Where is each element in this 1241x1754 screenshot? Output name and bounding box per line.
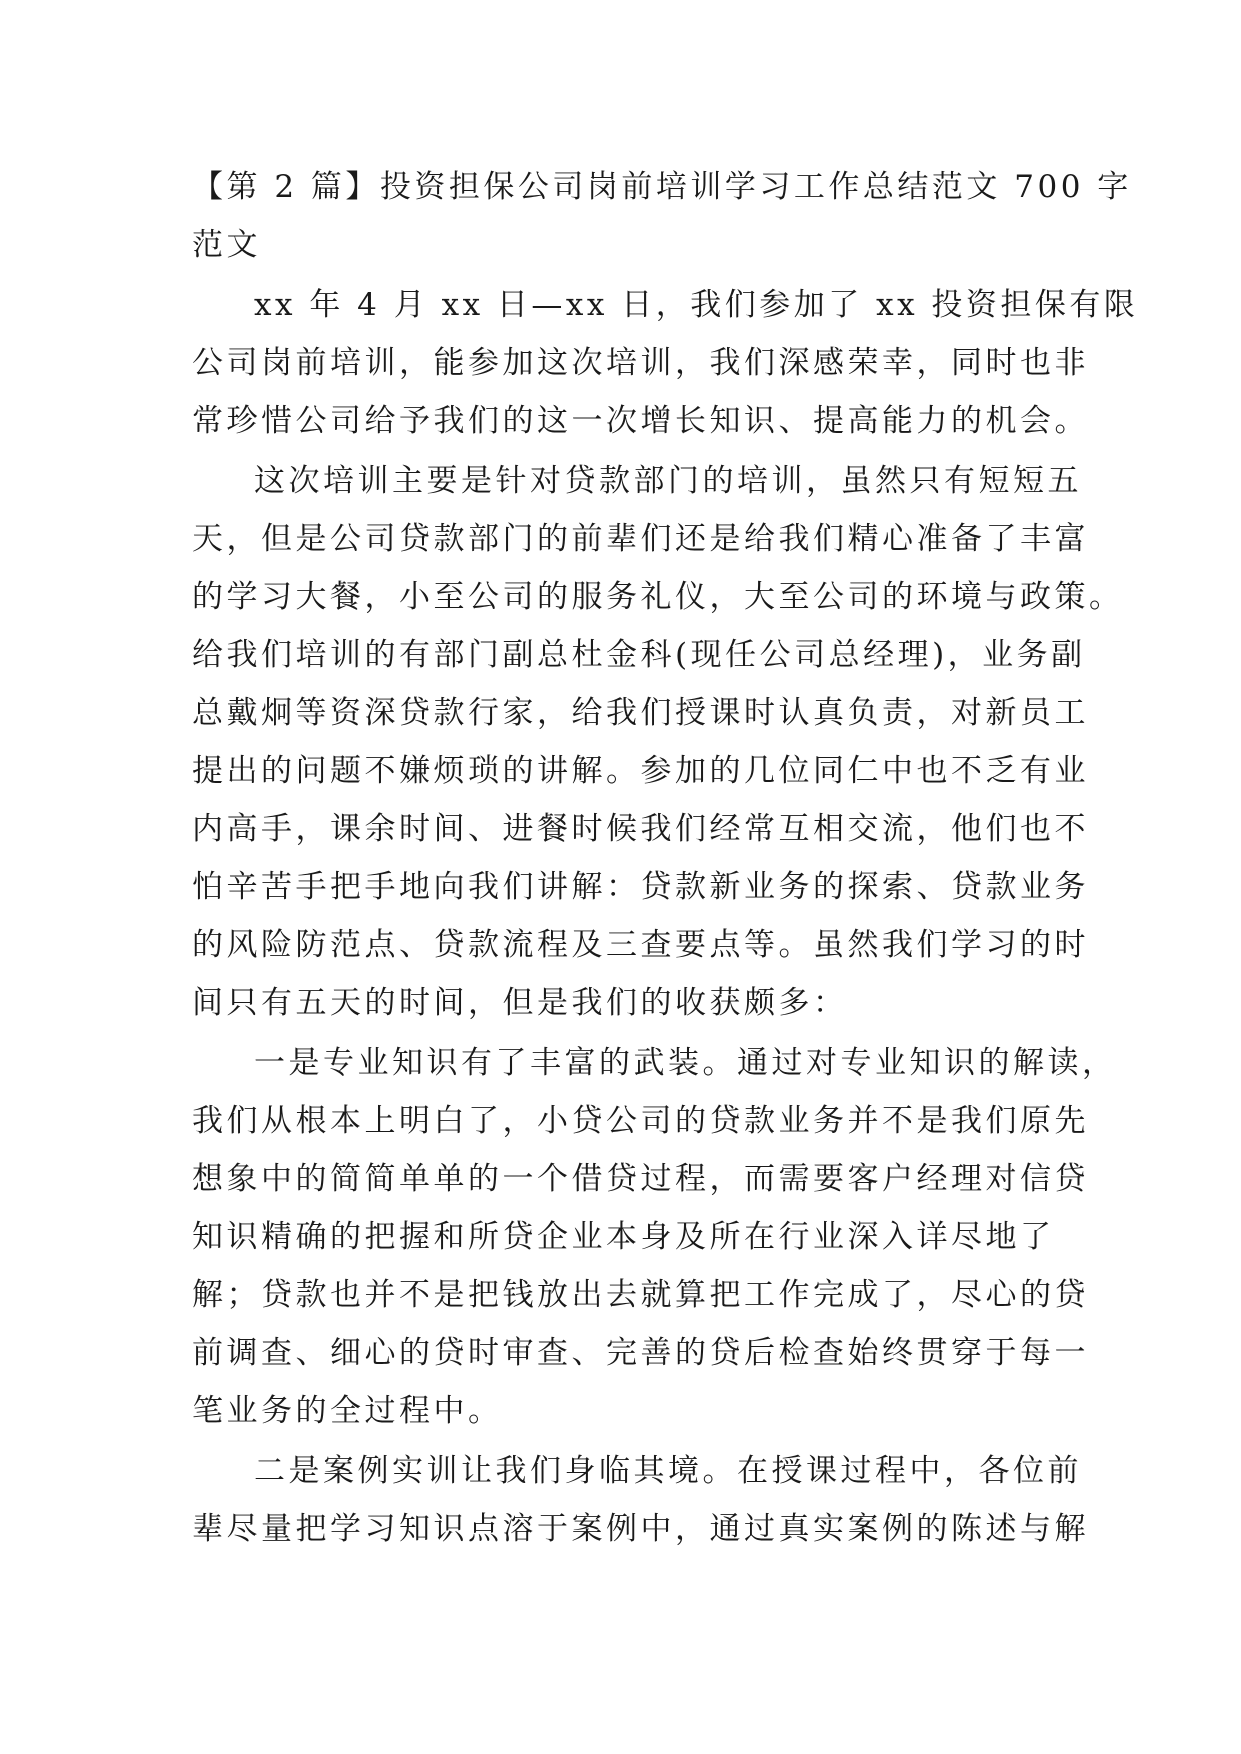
paragraph-line: 公司岗前培训，能参加这次培训，我们深感荣幸，同时也非 <box>192 345 1089 381</box>
document-body <box>192 158 1139 1560</box>
paragraph-line: 给我们培训的有部门副总杜金科(现任公司总经理)，业务副 <box>192 637 1086 673</box>
paragraph-line: 这次培训主要是针对贷款部门的培训，虽然只有短短五 <box>254 463 1082 499</box>
paragraph-line: 前调查、细心的贷时审查、完善的贷后检查始终贯穿于每一 <box>192 1335 1089 1371</box>
paragraph-line: 一是专业知识有了丰富的武装。通过对专业知识的解读， <box>254 1045 1117 1081</box>
paragraph-line: 内高手，课余时间、进餐时候我们经常互相交流，他们也不 <box>192 811 1089 847</box>
paragraph-line: 提出的问题不嫌烦琐的讲解。参加的几位同仁中也不乏有业 <box>192 753 1089 789</box>
paragraph-line: 间只有五天的时间，但是我们的收获颇多： <box>192 985 848 1021</box>
paragraph-1 <box>192 276 1139 450</box>
title-line-2: 范文 <box>192 227 261 263</box>
paragraph-line: 的学习大餐，小至公司的服务礼仪，大至公司的环境与政策。 <box>192 579 1124 615</box>
paragraph-line: xx 年 4 月 xx 日—xx 日，我们参加了 xx 投资担保有限 <box>254 287 1139 323</box>
paragraph-3 <box>192 1034 1117 1440</box>
title-line-1: 【第 2 篇】投资担保公司岗前培训学习工作总结范文 700 字 <box>192 169 1132 205</box>
paragraph-line: 我们从根本上明白了，小贷公司的贷款业务并不是我们原先 <box>192 1103 1089 1139</box>
paragraph-line: 二是案例实训让我们身临其境。在授课过程中，各位前 <box>254 1453 1082 1489</box>
paragraph-line: 怕辛苦手把手地向我们讲解：贷款新业务的探索、贷款业务 <box>192 869 1089 905</box>
paragraph-line: 知识精确的把握和所贷企业本身及所在行业深入详尽地了 <box>192 1219 1055 1255</box>
paragraph-line: 想象中的简简单单的一个借贷过程，而需要客户经理对信贷 <box>192 1161 1089 1197</box>
paragraph-line: 总戴炯等资深贷款行家，给我们授课时认真负责，对新员工 <box>192 695 1089 731</box>
paragraph-2 <box>192 452 1124 1032</box>
paragraph-line: 常珍惜公司给予我们的这一次增长知识、提高能力的机会。 <box>192 403 1089 439</box>
paragraph-line: 笔业务的全过程中。 <box>192 1393 503 1429</box>
paragraph-line: 的风险防范点、贷款流程及三查要点等。虽然我们学习的时 <box>192 927 1089 963</box>
paragraph-4 <box>192 1442 1089 1558</box>
paragraph-line: 天，但是公司贷款部门的前辈们还是给我们精心准备了丰富 <box>192 521 1089 557</box>
paragraph-line: 解；贷款也并不是把钱放出去就算把工作完成了，尽心的贷 <box>192 1277 1089 1313</box>
paragraph-line: 辈尽量把学习知识点溶于案例中，通过真实案例的陈述与解 <box>192 1511 1089 1547</box>
document-title <box>192 158 1132 274</box>
